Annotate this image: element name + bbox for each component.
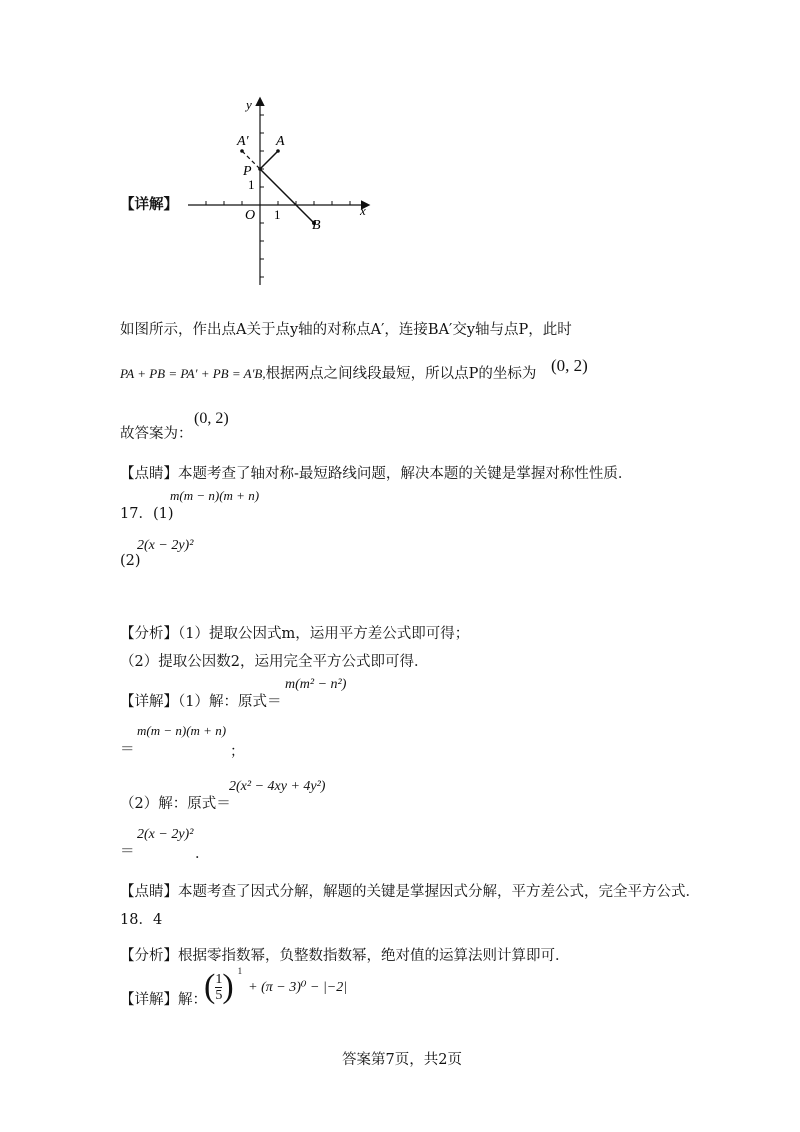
q17-detail2-expr: 2(x² − 4xy + 4y²) bbox=[229, 779, 326, 794]
q17-step2-expr: 2(x − 2y)² bbox=[137, 827, 194, 842]
q17-detail1-expr: m(m² − n²) bbox=[285, 677, 347, 692]
q16-equation-line bbox=[120, 362, 536, 383]
q18-detail-label: 【详解】解： bbox=[120, 992, 207, 1008]
point-p-dot bbox=[258, 167, 262, 171]
detail-label-graph: 【详解】 bbox=[120, 196, 178, 213]
q17-step1-end: ； bbox=[230, 744, 245, 760]
left-paren-large: ( bbox=[204, 968, 216, 1005]
fraction bbox=[215, 972, 222, 1003]
q17-detail1-label: 【详解】（1）解：原式＝ bbox=[120, 694, 282, 710]
q18-analysis: 【分析】根据零指数幂，负整数指数幂，绝对值的运算法则计算即可． bbox=[120, 948, 570, 964]
q17-answer1: m(m − n)(m + n) bbox=[170, 488, 260, 503]
tick-x-label: 1 bbox=[274, 207, 281, 222]
q17-number2: (2) bbox=[120, 553, 141, 569]
q16-comment: 【点睛】本题考查了轴对称-最短路线问题，解决本题的关键是掌握对称性性质． bbox=[120, 466, 633, 482]
q16-eq-answer: (0, 2) bbox=[551, 356, 588, 375]
point-b-label: B bbox=[312, 218, 321, 233]
q16-eq-text: 根据两点之间线段最短，所以点P的坐标为 bbox=[265, 366, 537, 382]
expression-rest: + (π − 3)⁰ − |−2| bbox=[248, 979, 348, 995]
point-a-prime-dot bbox=[240, 149, 244, 153]
tick-y-label: 1 bbox=[248, 177, 255, 192]
q17-analysis2: （2）提取公因数2，运用完全平方公式即可得． bbox=[120, 654, 429, 670]
axis-x-label: x bbox=[360, 203, 366, 218]
origin-label: O bbox=[245, 208, 256, 223]
q17-step2-end: ． bbox=[195, 846, 210, 862]
point-a-label: A bbox=[276, 134, 285, 149]
segment-pb bbox=[260, 169, 314, 223]
right-paren-large: ) bbox=[222, 968, 234, 1005]
page-footer: 答案第7页，共2页 bbox=[342, 1052, 462, 1068]
q17-step1-eq: ＝ bbox=[120, 742, 135, 758]
q16-answer-value: (0, 2) bbox=[194, 410, 229, 427]
point-a-dot bbox=[276, 149, 280, 153]
axis-y-label: y bbox=[246, 97, 252, 112]
q17-number: 17．(1) bbox=[120, 506, 174, 522]
coordinate-graph bbox=[180, 95, 440, 295]
point-a-prime-label: A′ bbox=[237, 134, 249, 149]
q17-step1-expr: m(m − n)(m + n) bbox=[137, 723, 227, 738]
q16-line1: 如图所示，作出点A关于点y轴的对称点A′，连接BA′交y轴与点P，此时 bbox=[120, 322, 572, 338]
q16-eq-left: PA + PB = PA′ + PB = A′B, bbox=[120, 366, 266, 381]
q17-detail2-label: （2）解：原式＝ bbox=[120, 796, 231, 812]
segment-pa bbox=[260, 151, 278, 169]
fraction-denominator: 5 bbox=[215, 987, 223, 1003]
q17-answer2: 2(x − 2y)² bbox=[137, 538, 194, 553]
q18-expression bbox=[204, 966, 348, 1005]
q17-comment: 【点睛】本题考查了因式分解，解题的关键是掌握因式分解，平方差公式，完全平方公式． bbox=[120, 884, 700, 900]
fraction-numerator: 1 bbox=[215, 971, 223, 987]
point-p-label: P bbox=[243, 164, 252, 179]
q17-analysis1: 【分析】（1）提取公因式m，运用平方差公式即可得； bbox=[120, 626, 470, 642]
q17-step2-eq: ＝ bbox=[120, 844, 135, 860]
q16-answer-label: 故答案为： bbox=[120, 426, 193, 442]
exponent-1: 1 bbox=[237, 966, 243, 976]
q18-number: 18．4 bbox=[120, 912, 163, 928]
